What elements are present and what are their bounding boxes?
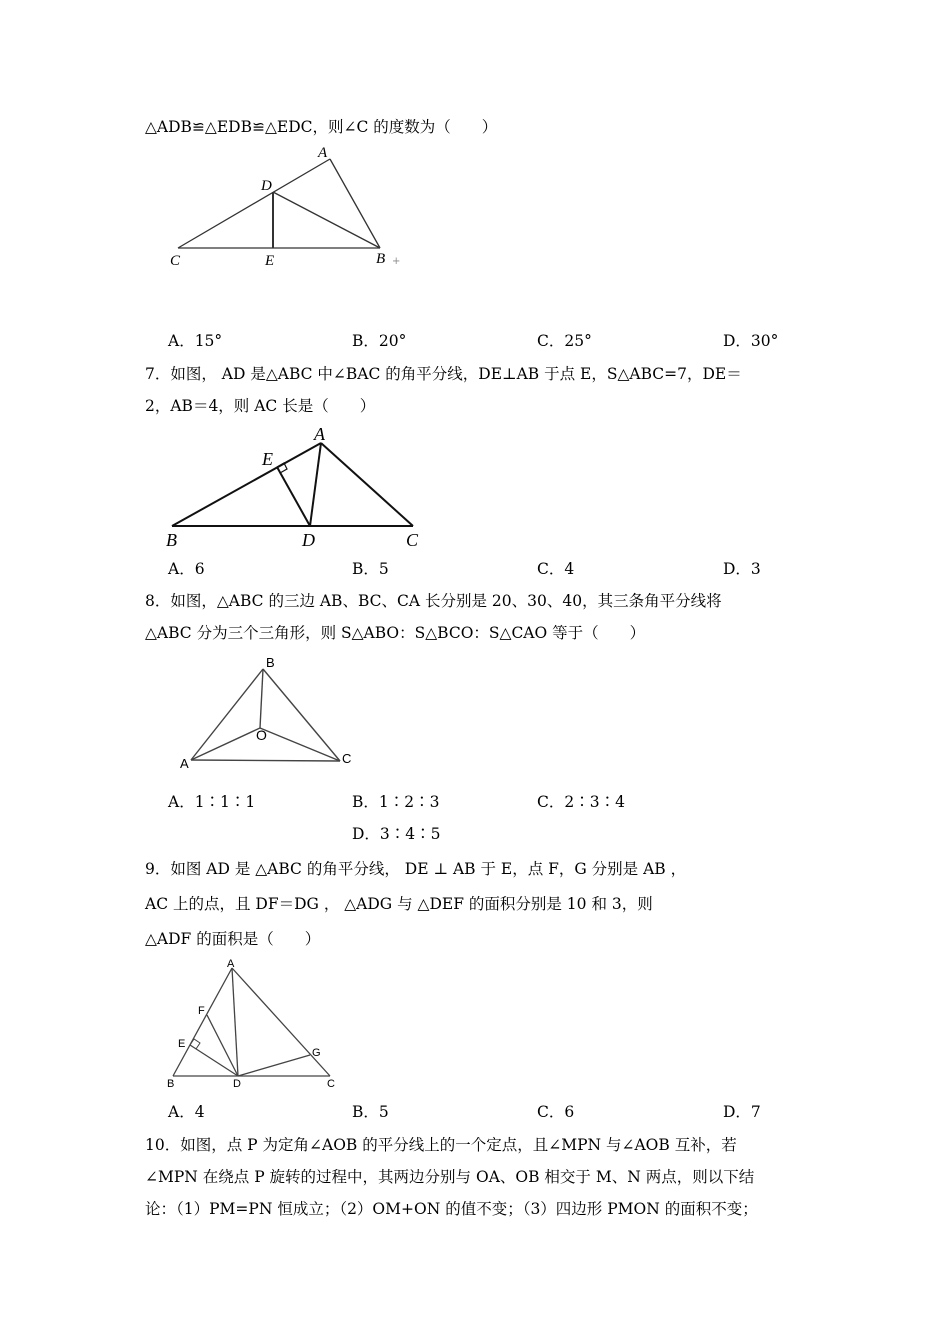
q9-label-e: E — [178, 1038, 186, 1050]
q6-option-d: D．30° — [723, 332, 779, 350]
q8-option-b: B．1∶2∶3 — [352, 793, 440, 811]
q7-line-1: 7．如图， AD 是△ABC 中∠BAC 的角平分线，DE⊥AB 于点 E，S△ABC=7，DE＝ — [145, 365, 742, 383]
q9-segment-fd — [207, 1015, 238, 1076]
q9-line-2: AC 上的点，且 DF＝DG ， △ADG 与 △DEF 的面积分别是 10 和 3，则 — [145, 895, 653, 913]
q7-option-a: A．6 — [168, 560, 205, 578]
q8-line-1: 8．如图，△ABC 的三边 AB、BC、CA 长分别是 20、30、40，其三条角平分线将 — [145, 592, 722, 610]
q6-label-b: B — [376, 251, 386, 267]
q10-line-2: ∠MPN 在绕点 P 旋转的过程中，其两边分别与 OA、OB 相交于 M、N 两点，则以下结 — [145, 1168, 755, 1186]
q7-label-a: A — [314, 424, 325, 444]
q8-segment-ab — [191, 669, 263, 760]
q8-option-c: C．2∶3∶4 — [537, 793, 625, 811]
q7-label-b: B — [166, 530, 177, 550]
q8-label-c: C — [342, 751, 352, 766]
q9-segment-ad — [232, 968, 238, 1076]
q9-option-d: D．7 — [723, 1103, 761, 1121]
q9-label-b: B — [167, 1078, 175, 1090]
q8-figure — [170, 652, 370, 777]
q6-figure — [160, 140, 420, 275]
q9-figure — [160, 955, 350, 1095]
q8-option-a: A．1∶1∶1 — [168, 793, 256, 811]
q8-line-2: △ABC 分为三个三角形，则 S△ABO：S△BCO：S△CAO 等于（ ） — [145, 624, 646, 642]
q8-segment-ac — [191, 760, 340, 761]
q9-option-a: A．4 — [168, 1103, 205, 1121]
q7-segment-ed — [277, 467, 310, 526]
q8-segment-co — [260, 728, 340, 761]
q7-option-d: D．3 — [723, 560, 761, 578]
q6-option-c: C．25° — [537, 332, 592, 350]
q8-segment-ao — [191, 728, 260, 760]
q6-segment-ca — [178, 159, 330, 248]
q6-label-a: A — [318, 145, 328, 161]
q8-label-o: O — [256, 727, 267, 743]
q8-label-b: B — [266, 655, 275, 670]
q8-label-a: A — [180, 756, 189, 771]
q7-option-c: C．4 — [537, 560, 575, 578]
q6-label-e: E — [265, 253, 275, 269]
q7-label-d: D — [302, 530, 315, 550]
q6-mark: + — [392, 256, 401, 267]
q6-stem: △ADB≌△EDB≌△EDC，则∠C 的度数为（ ） — [145, 118, 498, 136]
q6-option-a: A．15° — [168, 332, 223, 350]
q9-line-1: 9．如图 AD 是 △ABC 的角平分线， DE ⊥ AB 于 E，点 F，G 分别是 AB ， — [145, 860, 687, 878]
q9-label-g: G — [312, 1047, 321, 1059]
q6-option-b: B．20° — [352, 332, 407, 350]
q9-label-c: C — [327, 1078, 335, 1090]
q9-segment-gd — [238, 1055, 310, 1076]
q7-label-c: C — [406, 530, 419, 550]
q9-segment-ac — [232, 968, 330, 1076]
q8-segment-bc — [263, 669, 340, 761]
q9-segment-ab — [173, 968, 232, 1076]
q9-label-d: D — [233, 1078, 241, 1090]
q8-option-d: D．3∶4∶5 — [352, 825, 441, 843]
q7-option-b: B．5 — [352, 560, 389, 578]
q9-line-3: △ADF 的面积是（ ） — [145, 930, 321, 948]
q7-figure — [160, 420, 430, 555]
q6-label-d: D — [261, 178, 272, 194]
q8-segment-bo — [260, 669, 263, 728]
q9-label-a: A — [227, 958, 235, 970]
q7-line-2: 2，AB＝4，则 AC 长是（ ） — [145, 397, 376, 415]
q7-segment-ac — [321, 443, 413, 526]
q6-label-c: C — [170, 253, 181, 269]
q7-segment-ad — [310, 443, 321, 526]
q7-label-e: E — [262, 449, 273, 469]
q7-segment-ba — [172, 443, 321, 526]
q10-line-3: 论：（1）PM=PN 恒成立；（2）OM+ON 的值不变；（3）四边形 PMON 的面积不变； — [145, 1200, 758, 1218]
q9-label-f: F — [198, 1005, 205, 1017]
q9-option-b: B．5 — [352, 1103, 389, 1121]
q10-line-1: 10．如图，点 P 为定角∠AOB 的平分线上的一个定点，且∠MPN 与∠AOB 互补，若 — [145, 1136, 737, 1154]
q9-option-c: C．6 — [537, 1103, 575, 1121]
